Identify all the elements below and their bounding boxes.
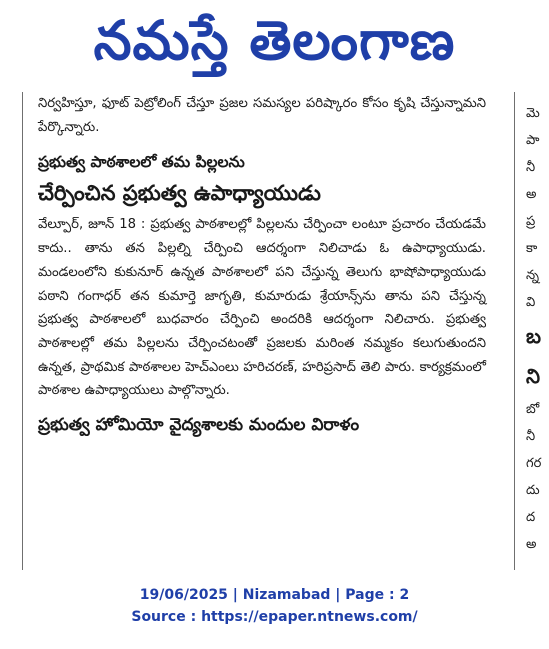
fragment-line: నీ	[526, 429, 536, 444]
article-column	[38, 92, 486, 439]
article-subheading: ప్రభుత్వ పాఠశాలలో తమ పిల్లలను	[38, 153, 245, 172]
article-body: వేల్పూర్, జూన్ 18 : ప్రభుత్వ పాఠశాలల్లో పిల్లలను చేర్పించా లంటూ ప్రచారం చేయడమే కాదు.. తాను తన పిల్లల్ని చేర్పించి ఆదర్శంగా నిలిచాడు ఓ ఉపాధ్యాయుడు. మండలంలోని కుకునూర్ ఉన్నత పాఠశాలలో పని చేస్తున్న తెలుగు భాషోపాధ్యాయుడు పఠాని గంగాధర్ తన కుమార్తె జాగృతి, కుమారుడు శ్రేయాన్స్‌ను తాను పని చేస్తున్న ప్రభుత్వ పాఠశాలలో బుధవారం చేర్పించి అందరికి ఆదర్శంగా నిలిచారు. ప్రభుత్వ పాఠశాలల్లో తమ పిల్లలను చేర్పించటంతో ప్రజలకు మరింత నమ్మకం కలుగుతుందని ఉన్నత, ప్రాథమిక పాఠశాలల హెచ్ఎంలు హరిచరణ్, హరిప్రసాద్ తెలి పారు. కార్యక్రమంలో పాఠశాల ఉపాధ్యాయులు పాల్గొన్నారు.	[38, 217, 486, 399]
fragment-line: గర	[526, 456, 542, 471]
edition-info: 19/06/2025 | Nizamabad | Page : 2	[139, 587, 410, 603]
fragment-line: నీ	[526, 160, 536, 175]
fragment-head: ని	[526, 364, 541, 388]
fragment-line: అ	[526, 187, 537, 202]
next-article-headline: ప్రభుత్వ హోమియో వైద్యశాలకు మందుల విరాళం	[38, 415, 360, 436]
fragment-line: కా	[526, 241, 538, 256]
fragment-line: ద	[526, 510, 536, 525]
fragment-line: న్న	[526, 268, 539, 283]
fragment-line: అ	[526, 537, 537, 552]
source-url: Source : https://epaper.ntnews.com/	[131, 609, 418, 625]
newspaper-logo-title: నమస్తే తెలంగాణ	[93, 9, 456, 72]
source-footer	[0, 584, 549, 628]
fragment-line: బో	[526, 402, 540, 417]
masthead	[0, 0, 549, 88]
adjacent-column-fragment	[526, 100, 549, 558]
article-headline: చేర్పించిన ప్రభుత్వ ఉపాధ్యాయుడు	[38, 181, 321, 206]
fragment-line: వి	[526, 295, 536, 310]
fragment-head: బ	[526, 324, 541, 348]
fragment-line: పా	[526, 133, 540, 148]
lead-paragraph: నిర్వహిస్తూ, ఫూట్ పెట్రోలింగ్ చేస్తూ ప్రజల సమస్యల పరిష్కారం కోసం కృషి చేస్తున్నామని పేర్కొన్నారు.	[38, 96, 486, 135]
fragment-line: మె	[526, 106, 540, 121]
left-column-rule	[22, 92, 23, 570]
fragment-line: దు	[526, 483, 540, 498]
news-clipping	[0, 92, 549, 570]
fragment-line: ప్ర	[526, 214, 536, 229]
right-column-rule	[514, 92, 515, 570]
